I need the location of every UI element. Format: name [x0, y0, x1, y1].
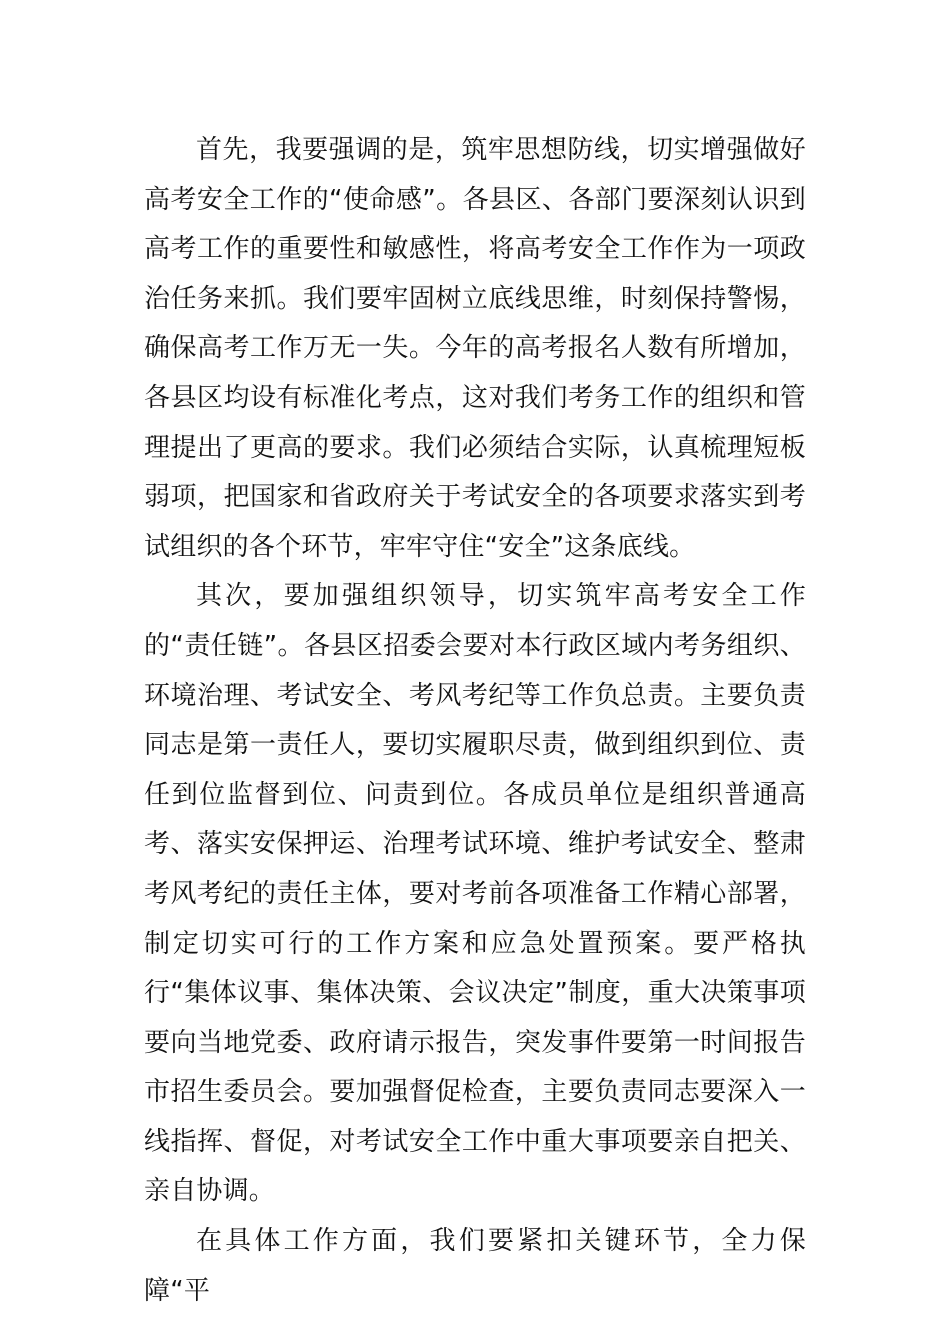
- document-body: [144, 126, 806, 1316]
- paragraph-2: 其次，要加强组织领导，切实筑牢高考安全工作的“责任链”。各县区招委会要对本行政区域内考务组织、环境治理、考试安全、考风考纪等工作负总责。主要负责同志是第一责任人，要切实履职尽责，做到组织到位、责任到位监督到位、问责到位。各成员单位是组织普通高考、落实安保押运、治理考试环境、维护考试安全、整肃考风考纪的责任主体，要对考前各项准备工作精心部署，制定切实可行的工作方案和应急处置预案。要严格执行“集体议事、集体决策、会议决定”制度，重大决策事项要向当地党委、政府请示报告，突发事件要第一时间报告市招生委员会。要加强督促检查，主要负责同志要深入一线指挥、督促，对考试安全工作中重大事项要亲自把关、亲自协调。: [144, 581, 806, 1207]
- paragraph-3: 在具体工作方面，我们要紧扣关键环节，全力保障“平: [144, 1226, 806, 1306]
- paragraph-1: 首先，我要强调的是，筑牢思想防线，切实增强做好高考安全工作的“使命感”。各县区、各部门要深刻认识到高考工作的重要性和敏感性，将高考安全工作作为一项政治任务来抓。我们要牢固树立底线思维，时刻保持警惕，确保高考工作万无一失。今年的高考报名人数有所增加，各县区均设有标准化考点，这对我们考务工作的组织和管理提出了更高的要求。我们必须结合实际，认真梳理短板弱项，把国家和省政府关于考试安全的各项要求落实到考试组织的各个环节，牢牢守住“安全”这条底线。: [144, 135, 806, 562]
